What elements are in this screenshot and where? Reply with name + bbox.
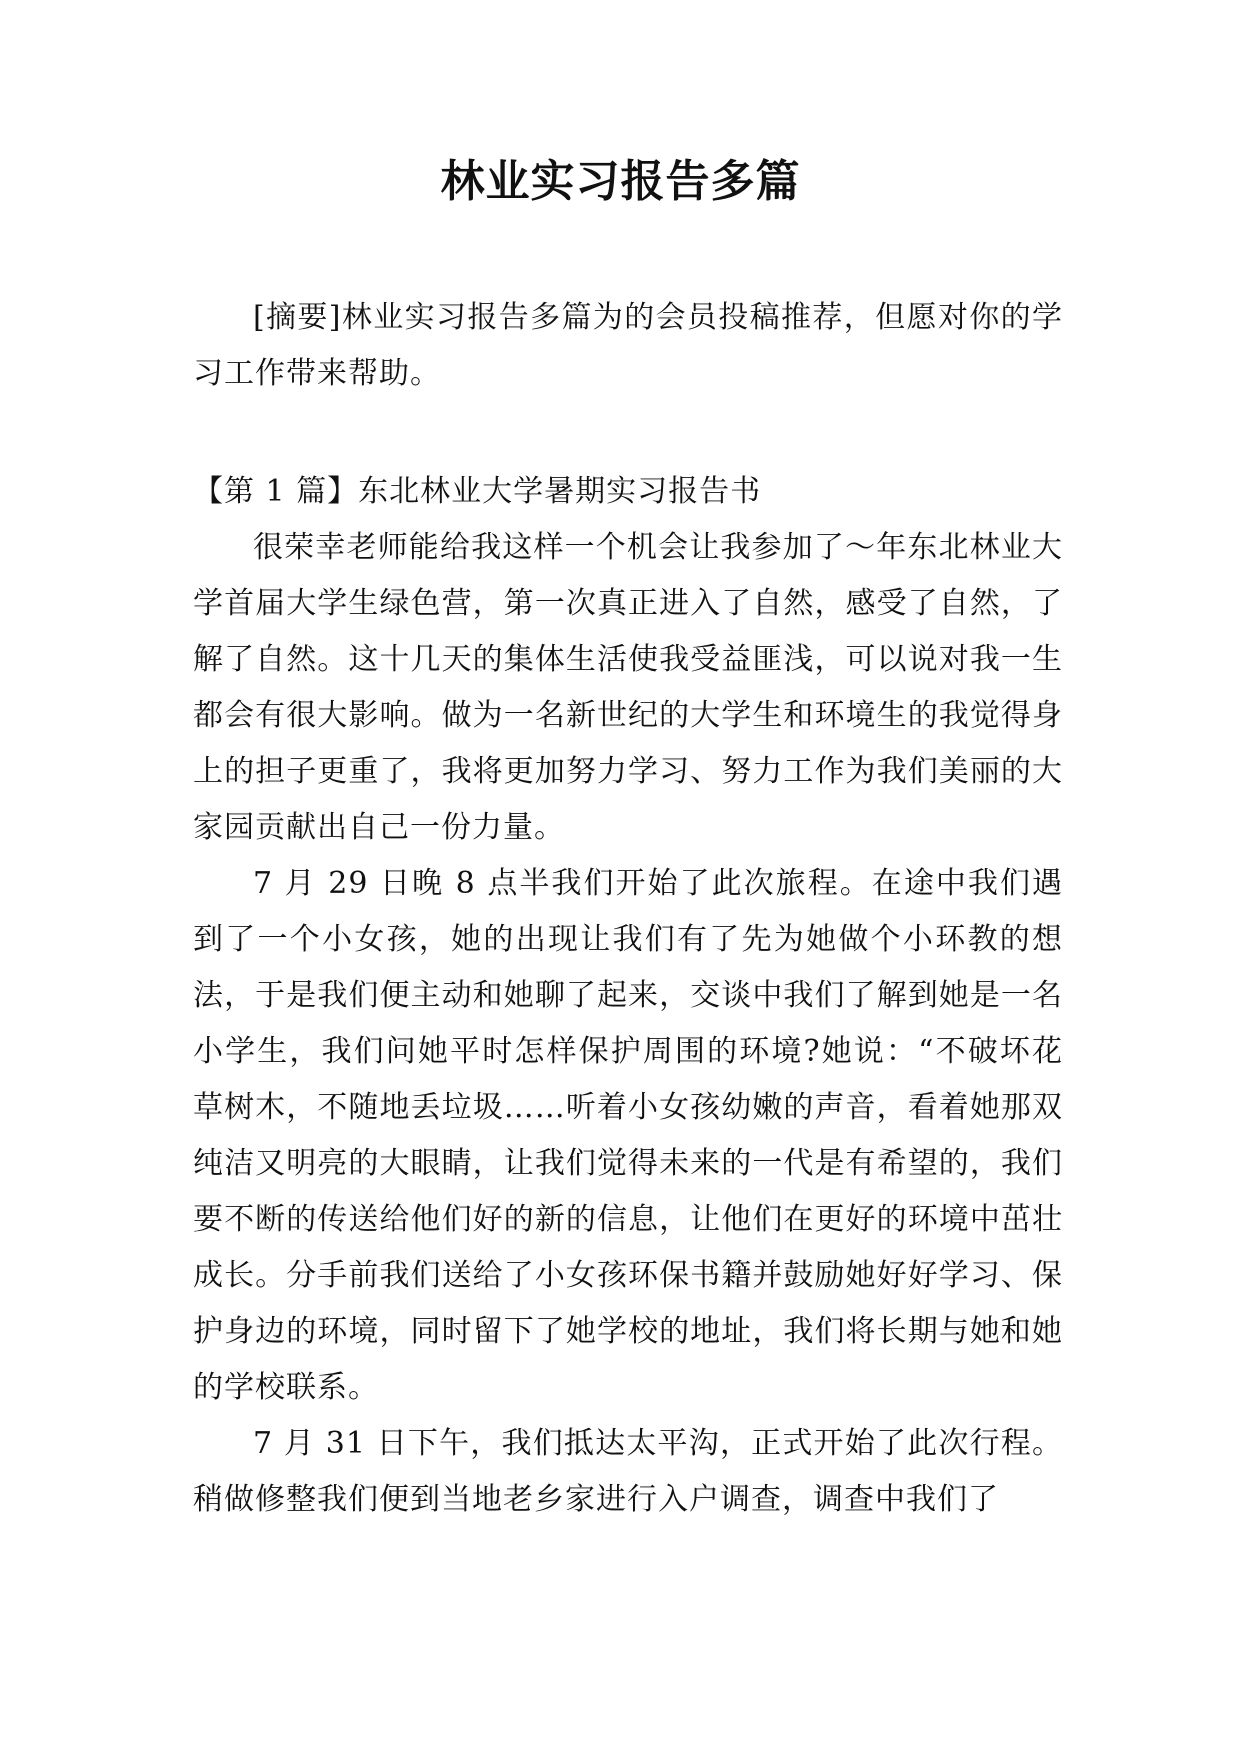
- document-title: 林业实习报告多篇: [440, 156, 801, 207]
- abstract-paragraph: [摘要]林业实习报告多篇为的会员投稿推荐，但愿对你的学习工作带来帮助。: [193, 300, 1063, 391]
- section-heading: 【第 1 篇】东北林业大学暑期实习报告书: [193, 474, 762, 509]
- body-text: [193, 520, 1063, 1528]
- body-paragraph: 7 月 31 日下午，我们抵达太平沟，正式开始了此次行程。稍做修整我们便到当地老乡家进行入户调查，调查中我们了: [193, 1426, 1063, 1517]
- body-paragraph: 7 月 29 日晚 8 点半我们开始了此次旅程。在途中我们遇到了一个小女孩，她的出现让我们有了先为她做个小环教的想法，于是我们便主动和她聊了起来，交谈中我们了解到她是一名小学生，我们问她平时怎样保护周围的环境?她说：“不破坏花草树木，不随地丢垃圾……听着小女孩幼嫩的声音，看着她那双纯洁又明亮的大眼睛，让我们觉得未来的一代是有希望的，我们要不断的传送给他们好的新的信息，让他们在更好的环境中茁壮成长。分手前我们送给了小女孩环保书籍并鼓励她好好学习、保护身边的环境，同时留下了她学校的地址，我们将长期与她和她的学校联系。: [193, 866, 1063, 1405]
- body-paragraph: 很荣幸老师能给我这样一个机会让我参加了～年东北林业大学首届大学生绿色营，第一次真正进入了自然，感受了自然，了解了自然。这十几天的集体生活使我受益匪浅，可以说对我一生都会有很大影响。做为一名新世纪的大学生和环境生的我觉得身上的担子更重了，我将更加努力学习、努力工作为我们美丽的大家园贡献出自己一份力量。: [193, 530, 1063, 845]
